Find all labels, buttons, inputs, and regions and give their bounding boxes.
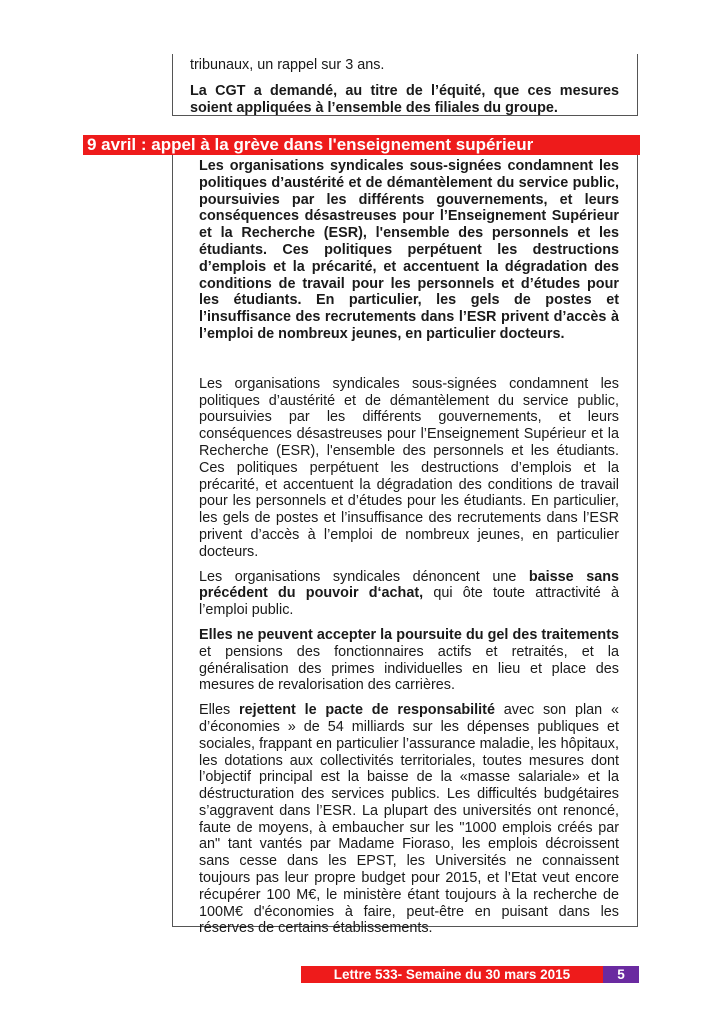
p3-text: et pensions des fonctionnaires actifs et retraités, et la généralisation des primes individuelles en lieu et place des mesures de revalorisation des carrières. <box>199 643 619 694</box>
body-paragraph-3 <box>199 627 619 694</box>
p2-text-end: qui ôte toute attractivité à l’emploi public. <box>199 585 619 619</box>
footer-label: Lettre 533- Semaine du 30 mars 2015 <box>301 966 603 983</box>
p3-emphasis: Elles ne peuvent accepter la poursuite du gel des traitements <box>199 626 619 643</box>
spacer <box>199 343 619 376</box>
p4-text: Elles <box>199 702 239 719</box>
body-paragraph-1: Les organisations syndicales sous-signées condamnent les politiques d’austérité et de démantèlement du service public, poursuivies par les différents gouvernements, et leurs conséquences désastreuses pour l’Enseignement Supérieur et la Recherche (ESR), l'ensemble des personnels et les étudiants. Ces politiques perpétuent les destructions d’emplois et la précarité, et accentuent la dégradation des conditions de travail pour les personnels et d’études pour les étudiants. En particulier, les gels de postes et l’insuffisance des recrutements dans l’ESR privent d’accès à l’emploi de nombreux jeunes, en particulier docteurs. <box>199 375 619 560</box>
continued-text-box <box>172 54 638 116</box>
p2-text: Les organisations syndicales dénoncent une <box>199 568 529 585</box>
lead-paragraph: Les organisations syndicales sous-signées condamnent les politiques d’austérité et de démantèlement du service public, poursuivies par les différents gouvernements, et leurs conséquences désastreuses pour l’Enseignement Supérieur et la Recherche (ESR), l'ensemble des personnels et les étudiants. Ces politiques perpétuent les destructions d’emplois et la précarité, et accentuent la dégradation des conditions de travail pour les personnels et d’études pour les étudiants. En particulier, les gels de postes et l’insuffisance des recrutements dans l’ESR privent d’accès à l’emploi de nombreux jeunes, en particulier docteurs. <box>199 158 619 342</box>
cgt-demand-paragraph: La CGT a demandé, au titre de l’équité, que ces mesures soient appliquées à l’ensemble des filiales du groupe. <box>190 83 619 116</box>
p2-emphasis: baisse sans précédent du pouvoir d‘achat, <box>199 568 619 602</box>
section-heading: 9 avril : appel à la grève dans l'enseignement supérieur <box>83 135 640 155</box>
body-paragraph-4 <box>199 702 619 937</box>
page-number: 5 <box>603 966 639 983</box>
continued-line: tribunaux, un rappel sur 3 ans. <box>190 57 385 73</box>
p4-emphasis: rejettent le pacte de responsabilité <box>239 702 495 719</box>
p4-text-end: avec son plan « d’économies » de 54 milliards sur les dépenses publiques et sociales, frappant en particulier l’assurance maladie, les hôpitaux, les dotations aux collectivités territoriales, toutes mesures dont l’objectif principal est la baisse de la «masse salariale» et la déstructuration des services publics. Les difficultés budgétaires s’aggravent dans l’ESR. La plupart des universités ont renoncé, faute de moyens, à embaucher sur les "1000 emplois créés par an" tant vantés par Madame Fioraso, les emplois décroissent sans cesse dans les EPST, les Universités ne connaissent toujours pas leur propre budget pour 2015, et l’Etat veut encore récupérer 100 M€, le ministère étant toujours à la recherche de 100M€ d'économies à faire, peut-être en puisant dans les réserves de certains établissements. <box>199 702 619 937</box>
body-paragraph-2 <box>199 569 619 619</box>
article-box <box>172 155 638 937</box>
